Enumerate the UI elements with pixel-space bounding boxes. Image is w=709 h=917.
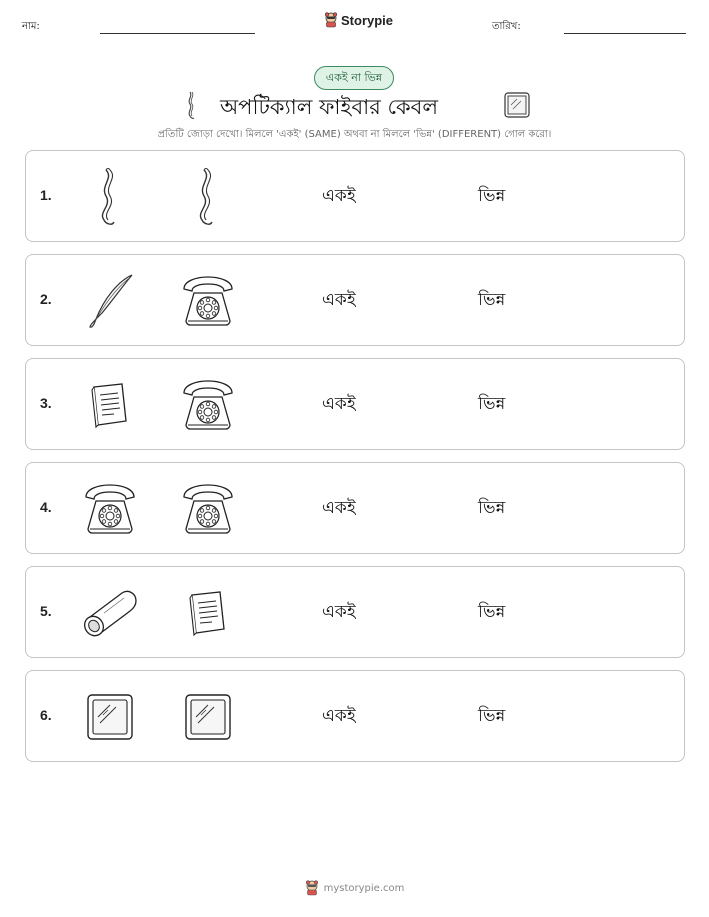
question-number: 5.: [40, 603, 52, 619]
same-option[interactable]: একই: [322, 498, 356, 518]
question-number: 3.: [40, 395, 52, 411]
name-label: নাম:: [22, 21, 40, 32]
same-option[interactable]: একই: [322, 602, 356, 622]
title-row: [0, 88, 709, 124]
telephone-icon: [78, 477, 142, 541]
question-row: [25, 566, 685, 658]
question-number: 1.: [40, 187, 52, 203]
question-row: [25, 254, 685, 346]
tube-icon: [78, 581, 142, 645]
different-option[interactable]: ভিন্ন: [478, 290, 506, 310]
name-line[interactable]: [100, 33, 255, 34]
footer-url: mystorypie.com: [323, 882, 405, 894]
same-option[interactable]: একই: [322, 290, 356, 310]
fiber-strand-icon: [78, 165, 142, 229]
same-option[interactable]: একই: [322, 394, 356, 414]
question-number: 4.: [40, 499, 52, 515]
question-row: [25, 462, 685, 554]
instruction-text: প্রতিটি জোড়া দেখো। মিললে 'একই' (SAME) অথবা না মিললে 'ভিন্ন' (DIFFERENT) গোল করো।: [157, 129, 552, 140]
booklet-icon: [176, 581, 240, 645]
page-title: অপটিক্যাল ফাইবার কেবল: [220, 95, 438, 119]
different-option[interactable]: ভিন্ন: [478, 186, 506, 206]
date-label: তারিখ:: [492, 21, 521, 32]
same-option[interactable]: একই: [322, 706, 356, 726]
booklet-icon: [78, 373, 142, 437]
fiber-strand-icon: [176, 165, 240, 229]
glass-square-icon: [78, 685, 142, 749]
date-line[interactable]: [564, 33, 686, 34]
question-row: [25, 358, 685, 450]
question-number: 6.: [40, 707, 52, 723]
question-list: [25, 150, 685, 774]
footer: [0, 880, 709, 896]
fiber-strand-icon: [184, 90, 198, 122]
same-option[interactable]: একই: [322, 186, 356, 206]
different-option[interactable]: ভিন্ন: [478, 498, 506, 518]
different-option[interactable]: ভিন্ন: [478, 602, 506, 622]
question-row: [25, 670, 685, 762]
glass-square-icon: [504, 92, 530, 118]
brand-logo: [324, 12, 393, 28]
glass-square-icon: [176, 685, 240, 749]
telephone-icon: [176, 373, 240, 437]
brand-name: Storypie: [341, 12, 394, 28]
worksheet-type-badge: একই না ভিন্ন: [314, 66, 394, 90]
storypie-mascot-icon: [305, 880, 319, 896]
storypie-mascot-icon: [324, 12, 338, 28]
telephone-icon: [176, 269, 240, 333]
different-option[interactable]: ভিন্ন: [478, 394, 506, 414]
worksheet-header: [0, 0, 709, 50]
question-row: [25, 150, 685, 242]
telephone-icon: [176, 477, 240, 541]
fiber-curve-icon: [78, 269, 142, 333]
different-option[interactable]: ভিন্ন: [478, 706, 506, 726]
question-number: 2.: [40, 291, 52, 307]
